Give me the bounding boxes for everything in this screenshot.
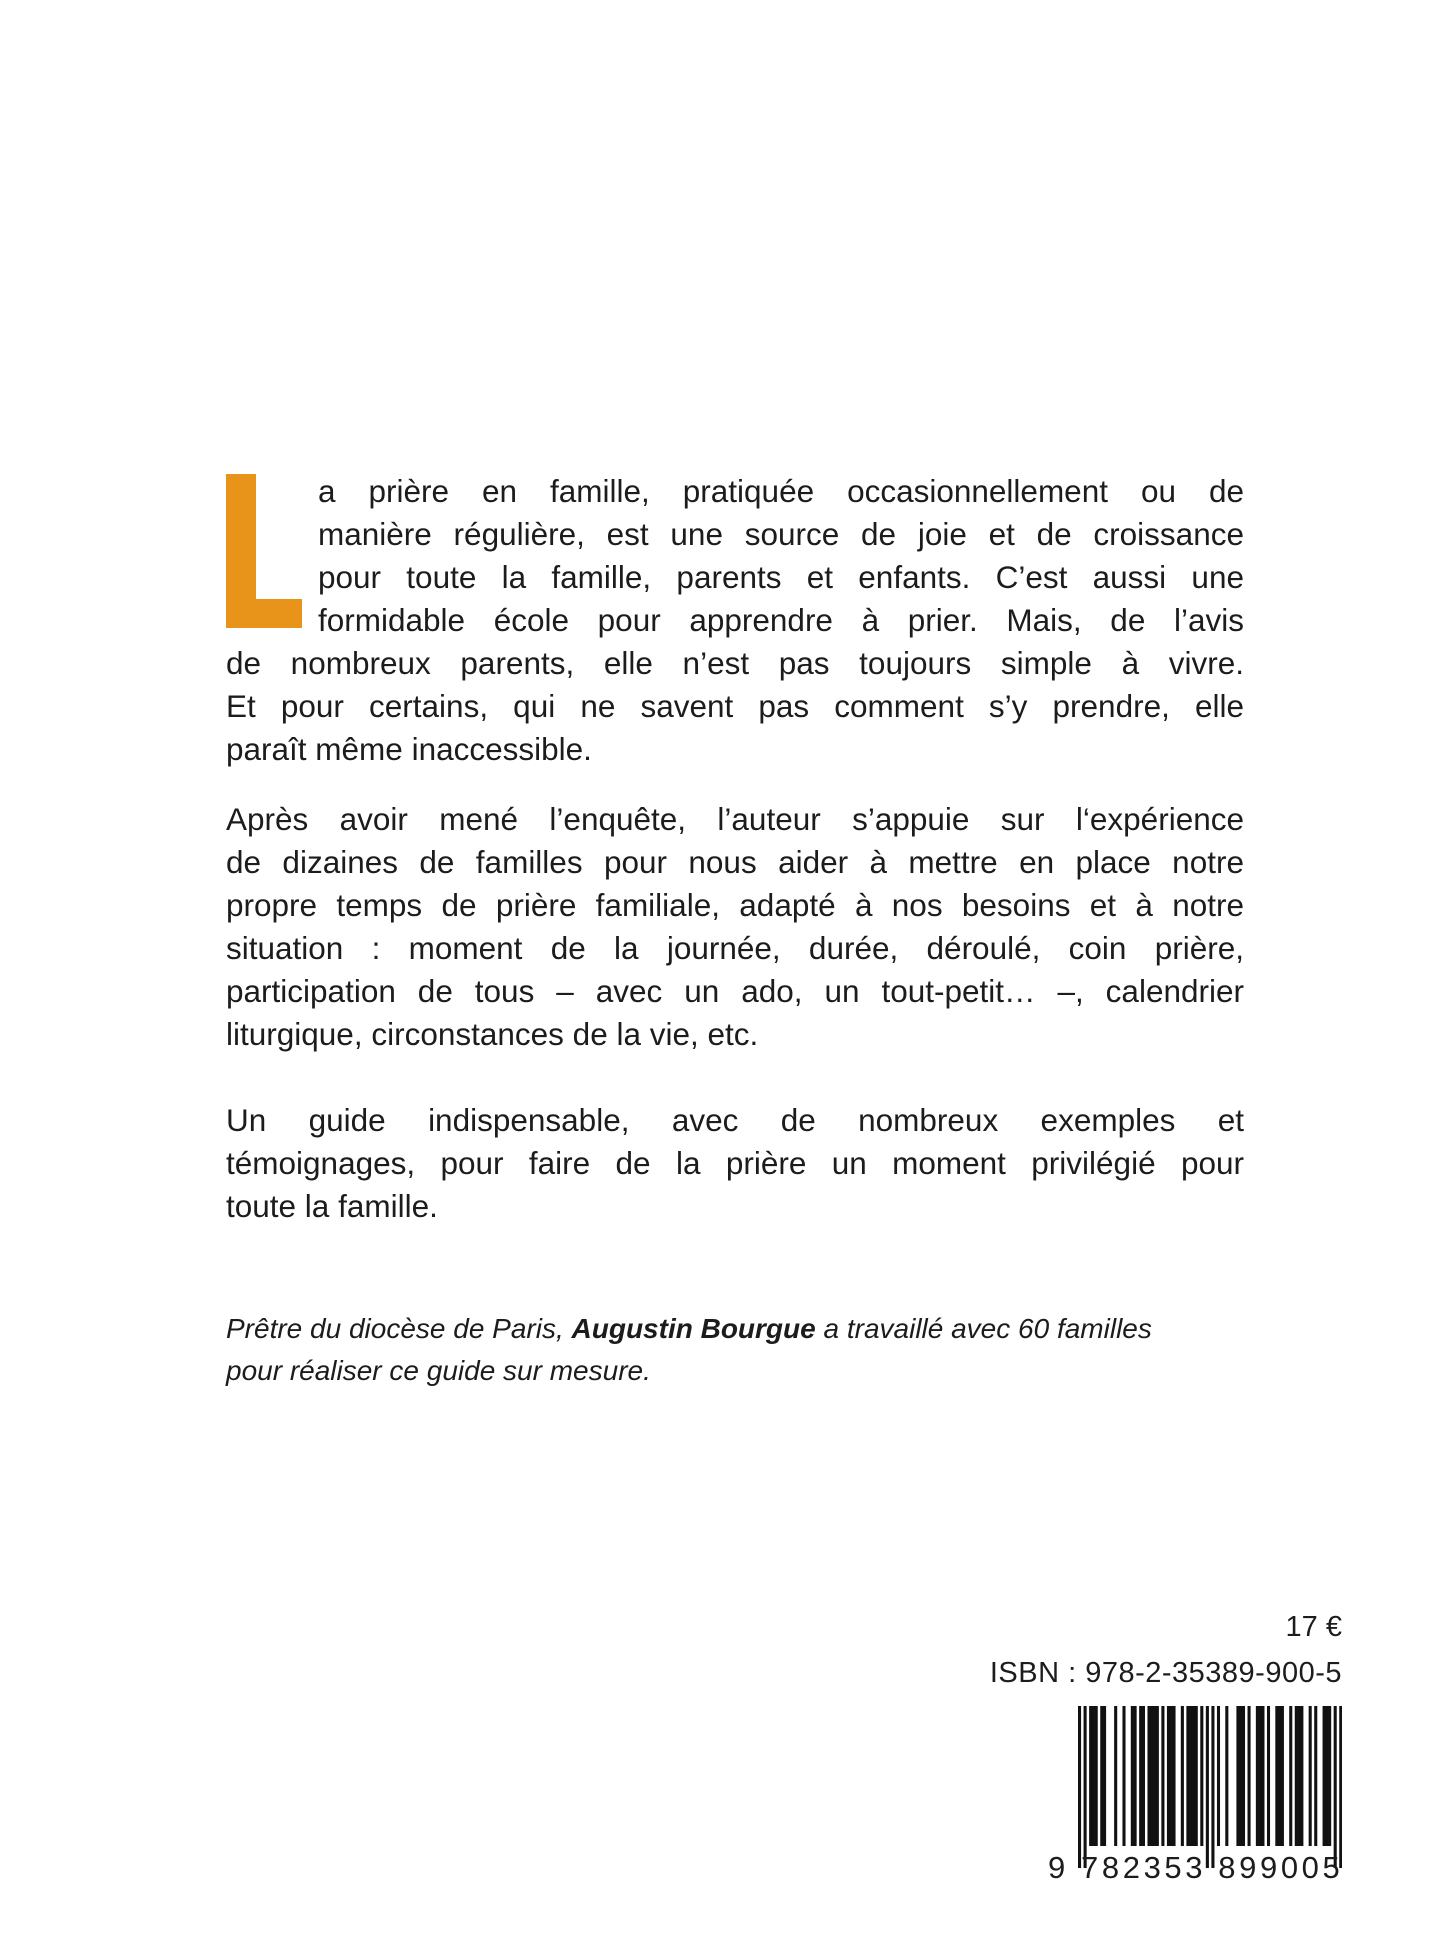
paragraph-line: paraît même inaccessible.	[226, 731, 592, 767]
barcode-bar	[1248, 1706, 1251, 1846]
author-note-suffix: a travaillé avec 60 familles	[815, 1313, 1152, 1344]
barcode-bar	[1242, 1706, 1245, 1846]
barcode-bar	[1103, 1706, 1106, 1846]
barcode-bar	[1225, 1706, 1228, 1846]
barcode-bar	[1134, 1706, 1137, 1846]
barcode-bar	[1217, 1706, 1220, 1846]
author-note-prefix: Prêtre du diocèse de Paris,	[226, 1313, 572, 1344]
barcode-bar	[1295, 1706, 1298, 1846]
author-note-line2: pour réaliser ce guide sur mesure.	[226, 1355, 651, 1386]
barcode-bar	[1139, 1706, 1142, 1846]
barcode-bar	[1267, 1706, 1270, 1846]
barcode-bar	[1323, 1706, 1326, 1846]
barcode-bar	[1256, 1706, 1259, 1846]
barcode-bar	[1181, 1706, 1184, 1846]
barcode-bar	[1259, 1706, 1262, 1846]
paragraph-line: a prière en famille, pratiquée occasionnellement ou de	[318, 473, 1244, 509]
barcode-bar	[1195, 1706, 1198, 1846]
barcode-bar	[1239, 1706, 1242, 1846]
barcode-bar	[1150, 1706, 1153, 1846]
paragraph-line: manière régulière, est une source de joie et de croissance	[318, 516, 1244, 552]
paragraph-method	[226, 798, 1244, 1056]
barcode-bar	[1192, 1706, 1195, 1846]
paragraph-line: situation : moment de la journée, durée, déroulé, coin prière,	[226, 930, 1244, 966]
barcode-bar	[1236, 1706, 1239, 1846]
paragraph-line: de dizaines de familles pour nous aider à mettre en place notre	[226, 844, 1244, 880]
barcode-bar	[1189, 1706, 1192, 1846]
barcode-bar	[1281, 1706, 1284, 1846]
isbn-label: ISBN : 978-2-35389-900-5	[989, 1657, 1342, 1689]
barcode-bar	[1089, 1706, 1092, 1846]
paragraph-line: liturgique, circonstances de la vie, etc.	[226, 1016, 759, 1052]
barcode-bar	[1278, 1706, 1281, 1846]
author-name: Augustin Bourgue	[571, 1313, 816, 1344]
barcode-bar	[1161, 1706, 1164, 1846]
barcode-bar	[1200, 1706, 1203, 1846]
barcode	[1048, 1706, 1342, 1896]
barcode-bar	[1275, 1706, 1278, 1846]
paragraph-line: Et pour certains, qui ne savent pas comment s’y prendre, elle	[226, 688, 1244, 724]
barcode-bar	[1142, 1706, 1145, 1846]
barcode-bar	[1172, 1706, 1175, 1846]
barcode-bar	[1261, 1706, 1264, 1846]
paragraph-line: témoignages, pour faire de la prière un moment privilégié pour	[226, 1145, 1244, 1181]
barcode-bar	[1300, 1706, 1303, 1846]
paragraph-line: pour toute la famille, parents et enfants. C’est aussi une	[318, 559, 1244, 595]
barcode-bar	[1100, 1706, 1103, 1846]
price-label: 17 €	[1285, 1611, 1342, 1643]
barcode-bar	[1170, 1706, 1173, 1846]
barcode-bar	[1153, 1706, 1156, 1846]
barcode-bar	[1122, 1706, 1125, 1846]
barcode-bar	[1092, 1706, 1095, 1846]
barcode-bar	[1314, 1706, 1317, 1846]
barcode-bar	[1131, 1706, 1134, 1846]
barcode-bar	[1095, 1706, 1098, 1846]
barcode-bar	[1186, 1706, 1189, 1846]
barcode-bar	[1298, 1706, 1301, 1846]
barcode-bar	[1328, 1706, 1331, 1846]
barcode-bar	[1156, 1706, 1159, 1846]
barcode-bar	[1309, 1706, 1312, 1846]
paragraph-line: formidable école pour apprendre à prier. Mais, de l’avis	[318, 602, 1244, 638]
barcode-bar	[1147, 1706, 1150, 1846]
barcode-digits: 9 782353 899005	[1048, 1850, 1344, 1885]
barcode-bar	[1114, 1706, 1117, 1846]
paragraph-line: Un guide indispensable, avec de nombreux exemples et	[226, 1102, 1244, 1138]
barcode-bar	[1334, 1706, 1337, 1868]
barcode-bar	[1078, 1706, 1081, 1868]
paragraph-line: Après avoir mené l’enquête, l’auteur s’appuie sur l‘expérience	[226, 801, 1244, 837]
barcode-bar	[1339, 1706, 1342, 1868]
paragraph-line: toute la famille.	[226, 1188, 438, 1224]
paragraph-summary	[226, 1099, 1244, 1228]
author-note	[226, 1308, 1152, 1392]
barcode-bar	[1325, 1706, 1328, 1846]
barcode-bar	[1084, 1706, 1087, 1868]
barcode-bar	[1289, 1706, 1292, 1846]
paragraph-line: de nombreux parents, elle n’est pas toujours simple à vivre.	[226, 645, 1244, 681]
paragraph-line: propre temps de prière familiale, adapté à nos besoins et à notre	[226, 887, 1244, 923]
barcode-bar	[1206, 1706, 1209, 1868]
paragraph-line: participation de tous – avec un ado, un tout-petit… –, calendrier	[226, 973, 1244, 1009]
barcode-bar	[1167, 1706, 1170, 1846]
paragraph-intro	[226, 470, 1244, 771]
barcode-bar	[1211, 1706, 1214, 1868]
